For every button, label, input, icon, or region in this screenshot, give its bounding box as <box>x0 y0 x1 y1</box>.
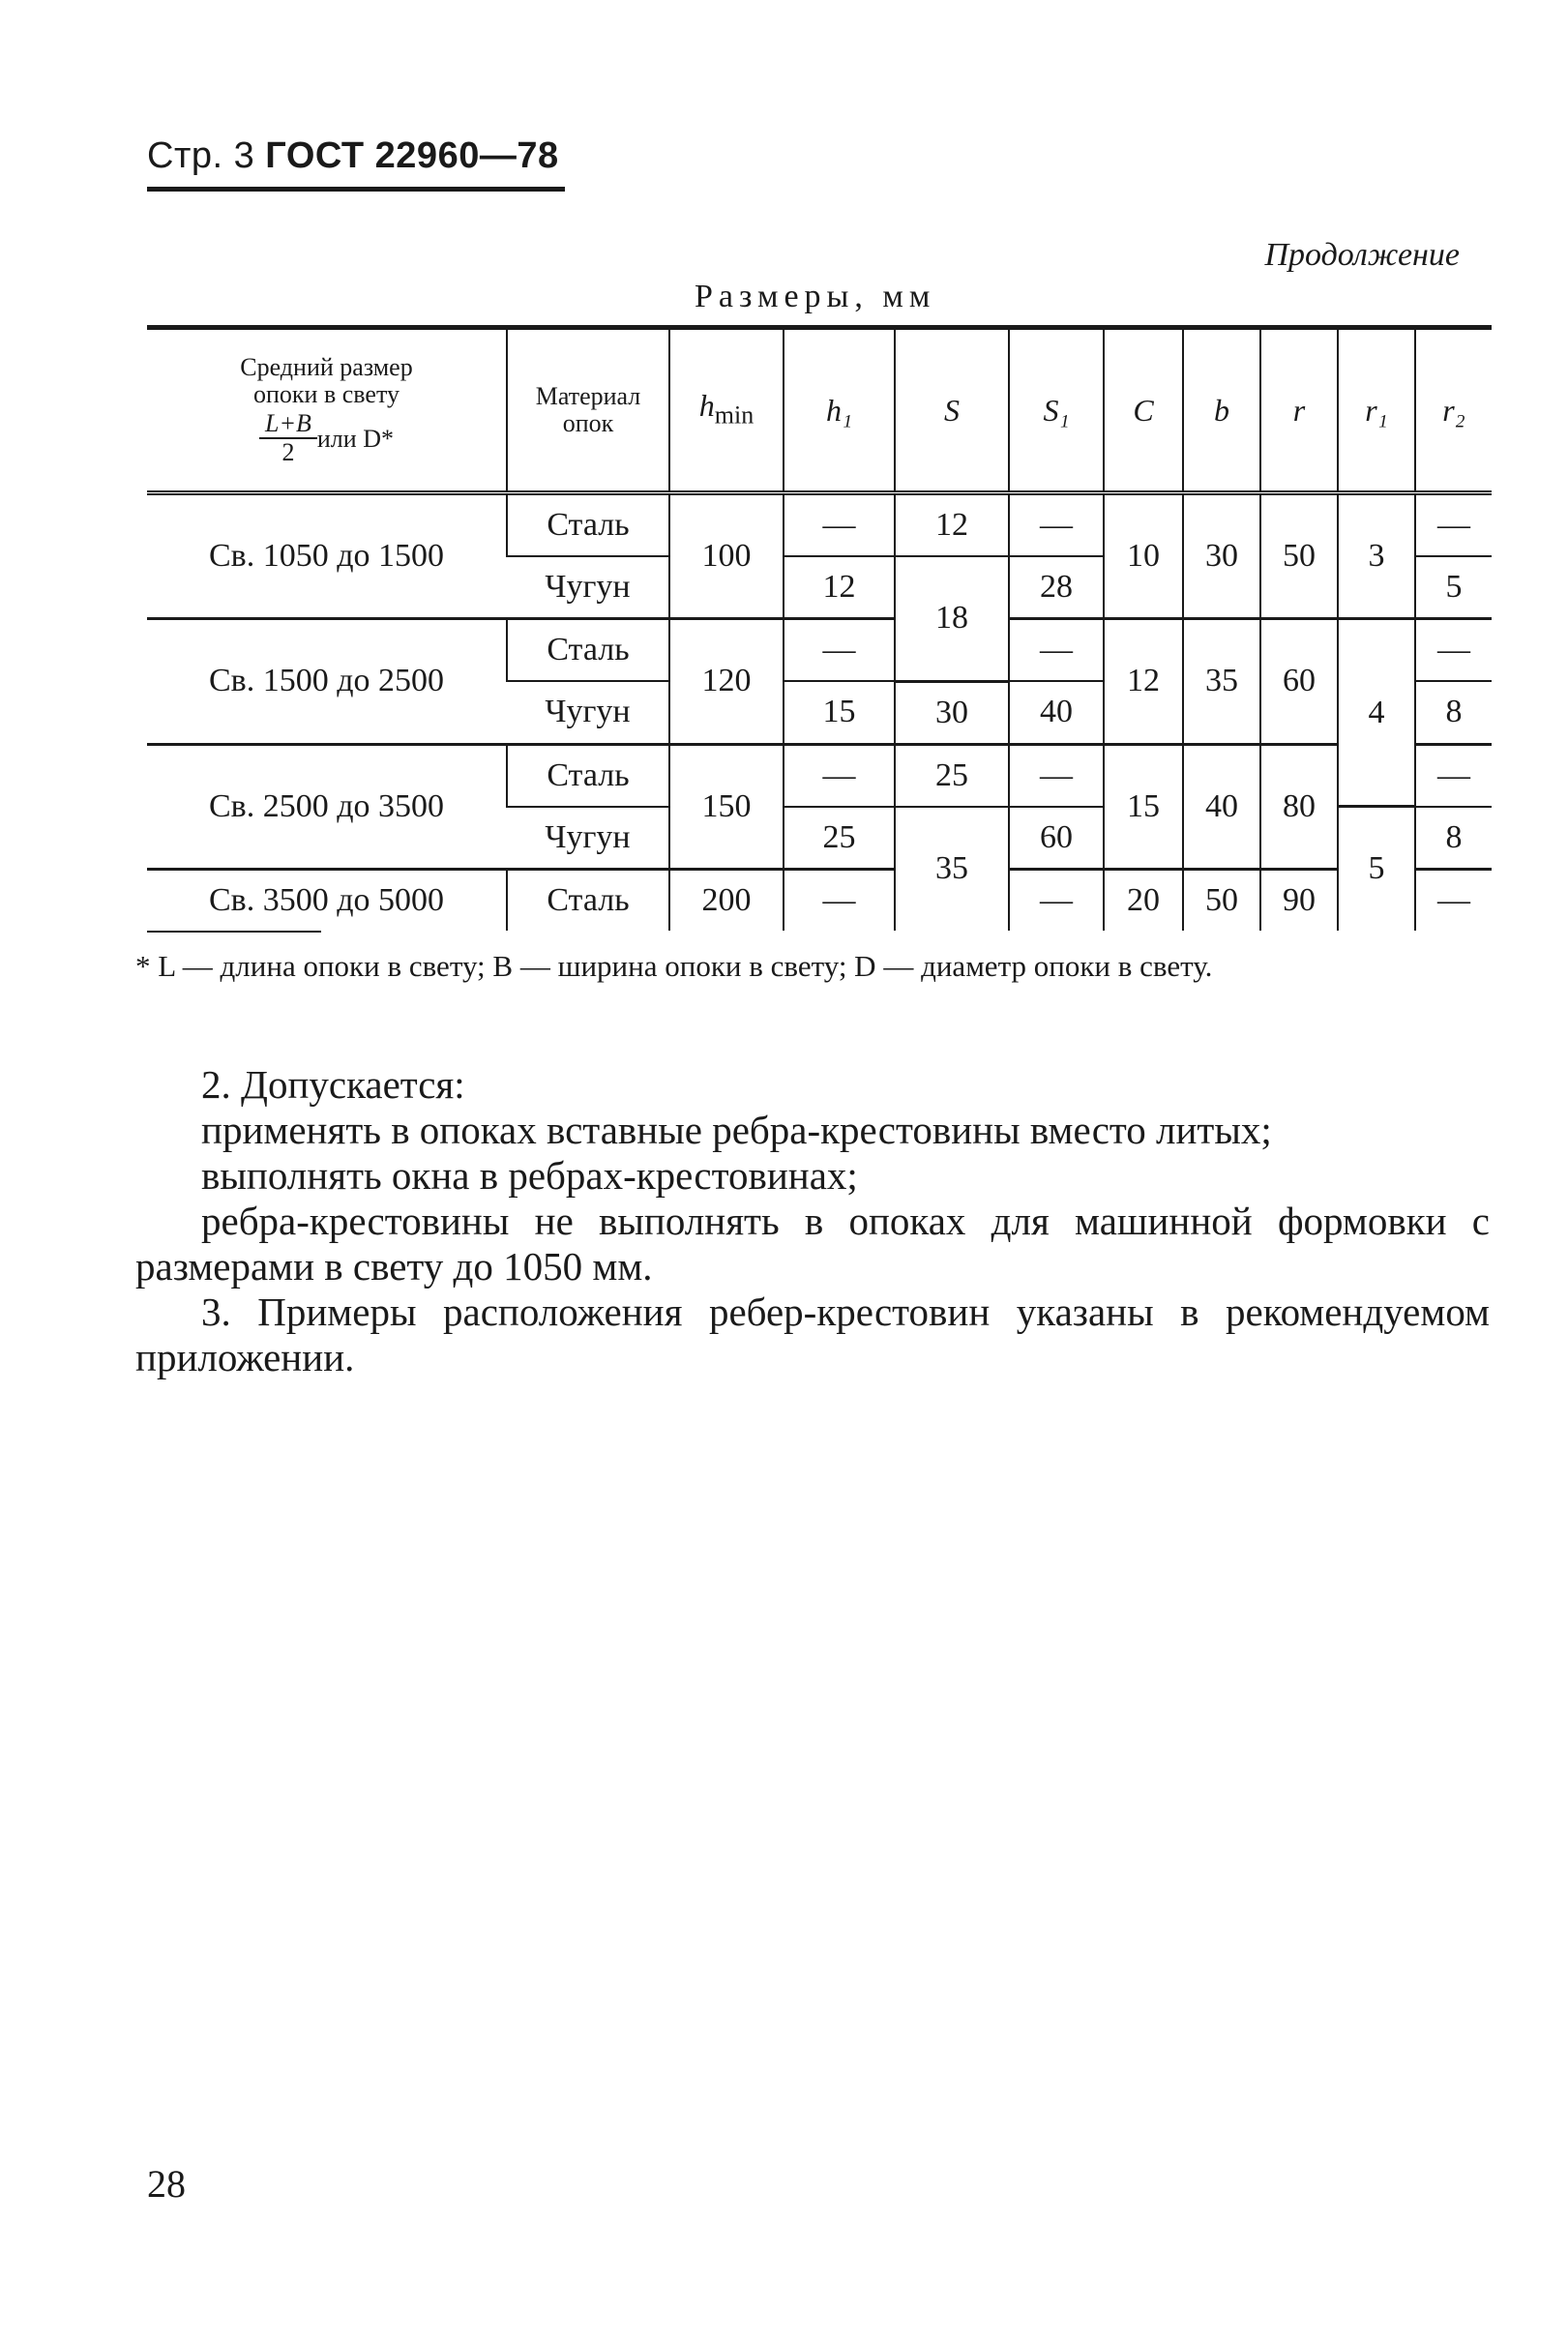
cell-h1: 12 <box>784 556 895 619</box>
cell-material: Сталь <box>507 869 669 931</box>
cell-s1: — <box>1009 744 1104 807</box>
cell-r: 50 <box>1260 493 1338 619</box>
footnote-rule <box>147 931 321 933</box>
footnote: * L — длина опоки в свету; B — ширина опоки в свету; D — диаметр опоки в свету. <box>135 949 1213 983</box>
cell-s: 12 <box>895 493 1009 557</box>
header-r1: r₁ <box>1338 328 1415 493</box>
page-number: 28 <box>147 2162 186 2206</box>
paragraph: выполнять окна в ребрах-крестовинах; <box>201 1153 858 1198</box>
cell-size: Св. 1050 до 1500 <box>147 493 507 619</box>
cell-s: 25 <box>895 744 1009 807</box>
cell-b: 35 <box>1183 619 1260 745</box>
table-row <box>147 493 1492 557</box>
cell-s: 18 <box>895 556 1009 681</box>
cell-h1: 15 <box>784 681 895 744</box>
body-text <box>135 1062 1490 1380</box>
cell-s1: 60 <box>1009 807 1104 870</box>
cell-h1: 25 <box>784 807 895 870</box>
cell-material: Чугун <box>507 681 669 744</box>
cell-r2: — <box>1415 744 1492 807</box>
cell-h1: — <box>784 619 895 682</box>
table-row <box>147 744 1492 807</box>
table-row <box>147 619 1492 682</box>
cell-c: 12 <box>1104 619 1183 745</box>
cell-size: Св. 1500 до 2500 <box>147 619 507 745</box>
table-row <box>147 869 1492 931</box>
cell-r2: 5 <box>1415 556 1492 619</box>
dimensions-table <box>147 325 1492 931</box>
cell-r1: 5 <box>1338 807 1415 931</box>
cell-s: 30 <box>895 681 1009 744</box>
cell-h1: — <box>784 744 895 807</box>
cell-s1: — <box>1009 619 1104 682</box>
paragraph: 3. Примеры расположения ребер-крестовин указаны в рекомендуемом приложении. <box>135 1290 1490 1379</box>
cell-s1: — <box>1009 869 1104 931</box>
cell-s: 35 <box>895 807 1009 931</box>
cell-h1: — <box>784 869 895 931</box>
header-material: Материал опок <box>507 328 669 493</box>
cell-s1: 40 <box>1009 681 1104 744</box>
page-prefix: Стр. 3 <box>147 135 255 176</box>
cell-r1: 3 <box>1338 493 1415 619</box>
standard-code: ГОСТ 22960—78 <box>265 135 559 176</box>
units-label: Размеры, мм <box>695 279 936 314</box>
cell-r2: — <box>1415 493 1492 557</box>
cell-size: Св. 2500 до 3500 <box>147 744 507 869</box>
cell-material: Сталь <box>507 744 669 807</box>
cell-r2: 8 <box>1415 807 1492 870</box>
header-hmin: $h_{min}$ <box>669 328 784 493</box>
cell-material: Чугун <box>507 807 669 870</box>
cell-hmin: 150 <box>669 744 784 869</box>
cell-c: 20 <box>1104 869 1183 931</box>
header-size: Средний размер опоки в свету $\frac{L+B}{2}или$ D* <box>240 353 413 466</box>
header-h1: h₁ <box>784 328 895 493</box>
cell-s1: — <box>1009 493 1104 557</box>
cell-material: Сталь <box>507 619 669 682</box>
header-r2: r₂ <box>1415 328 1492 493</box>
cell-r: 80 <box>1260 744 1338 869</box>
paragraph: применять в опоках вставные ребра-крестовины вместо литых; <box>201 1108 1272 1152</box>
cell-c: 10 <box>1104 493 1183 619</box>
header-r: r <box>1260 328 1338 493</box>
cell-r2: — <box>1415 869 1492 931</box>
cell-r: 90 <box>1260 869 1338 931</box>
cell-h1: — <box>784 493 895 557</box>
continuation-label: Продолжение <box>1264 237 1460 273</box>
cell-b: 50 <box>1183 869 1260 931</box>
paragraph: ребра-крестовины не выполнять в опоках для машинной формовки с размерами в свету до 1050 мм. <box>135 1199 1490 1289</box>
header-s: S <box>895 328 1009 493</box>
header-rule <box>147 187 565 192</box>
table-header-row <box>147 328 1492 493</box>
cell-material: Чугун <box>507 556 669 619</box>
cell-material: Сталь <box>507 493 669 557</box>
cell-hmin: 100 <box>669 493 784 619</box>
cell-b: 30 <box>1183 493 1260 619</box>
paragraph: 2. Допускается: <box>201 1062 465 1107</box>
cell-size: Св. 3500 до 5000 <box>208 881 445 918</box>
cell-c: 15 <box>1104 744 1183 869</box>
page-header <box>147 135 559 177</box>
cell-r: 60 <box>1260 619 1338 745</box>
cell-b: 40 <box>1183 744 1260 869</box>
cell-r2: 8 <box>1415 681 1492 744</box>
cell-hmin: 120 <box>669 619 784 745</box>
header-b: b <box>1183 328 1260 493</box>
cell-hmin: 200 <box>669 869 784 931</box>
header-s1: S₁ <box>1009 328 1104 493</box>
cell-r2: — <box>1415 619 1492 682</box>
header-c: C <box>1104 328 1183 493</box>
cell-r1: 4 <box>1338 619 1415 807</box>
cell-s1: 28 <box>1009 556 1104 619</box>
